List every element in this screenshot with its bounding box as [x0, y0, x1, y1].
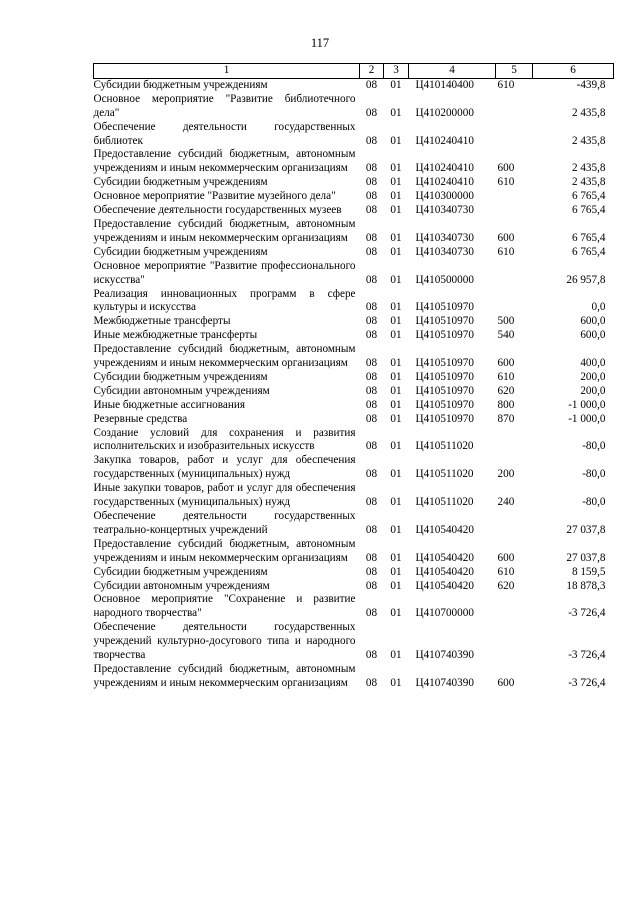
- row-section: 08: [365, 384, 378, 397]
- row-subsection: 01: [390, 190, 402, 203]
- row-target-code: Ц410540420: [415, 565, 474, 578]
- row-target-code: Ц410500000: [415, 273, 474, 286]
- row-subsection: 01: [390, 315, 402, 328]
- row-subsection: 01: [390, 301, 402, 314]
- row-amount: 2 435,8: [571, 106, 606, 119]
- row-expense-type: 620: [497, 579, 515, 592]
- row-subsection: 01: [390, 231, 402, 244]
- row-section: 08: [365, 579, 378, 592]
- row-expense-type: 200: [497, 468, 515, 481]
- row-amount: 26 957,8: [566, 273, 606, 286]
- row-amount: -80,0: [582, 496, 606, 509]
- table-row: [94, 148, 614, 176]
- row-name: Субсидии бюджетным учреждениям: [93, 565, 268, 578]
- row-amount: 400,0: [580, 357, 606, 370]
- table-row: [94, 482, 614, 510]
- table-row: [94, 663, 614, 691]
- row-amount: 6 765,4: [571, 204, 606, 217]
- row-target-code: Ц410240410: [415, 162, 474, 175]
- row-name: Резервные средства: [93, 412, 188, 425]
- row-name: Субсидии бюджетным учреждениям: [93, 370, 268, 383]
- row-target-code: Ц410510970: [415, 384, 474, 397]
- row-target-code: Ц410340730: [415, 231, 474, 244]
- row-target-code: Ц410740390: [415, 676, 474, 689]
- row-expense-type: 610: [497, 565, 515, 578]
- row-expense-type: [496, 510, 533, 538]
- row-target-code: Ц410540420: [415, 523, 474, 536]
- row-section: 08: [365, 231, 378, 244]
- row-name: Межбюджетные трансферты: [93, 315, 231, 328]
- row-target-code: Ц410510970: [415, 329, 474, 342]
- row-target-code: Ц410510970: [415, 315, 474, 328]
- row-subsection: 01: [390, 579, 402, 592]
- row-amount: -1 000,0: [568, 412, 606, 425]
- page-number: 117: [310, 36, 330, 50]
- row-subsection: 01: [390, 523, 402, 536]
- row-name: Создание условий для сохранения и развития исполнительских и изобразительных искусств: [93, 426, 356, 453]
- table-row: [94, 454, 614, 482]
- row-amount: -439,8: [576, 78, 606, 91]
- row-amount: 8 159,5: [571, 565, 606, 578]
- table-row: [94, 413, 614, 427]
- table-row: [94, 427, 614, 455]
- row-section: 08: [365, 676, 378, 689]
- table-row: [94, 593, 614, 621]
- row-expense-type: [496, 427, 533, 455]
- row-subsection: 01: [390, 78, 402, 91]
- row-target-code: Ц410511020: [415, 440, 474, 453]
- row-amount: -80,0: [582, 468, 606, 481]
- row-section: 08: [365, 551, 378, 564]
- table-row: [94, 315, 614, 329]
- row-name: Обеспечение деятельности государственных учреждений культурно-досугового типа и народного творчества: [93, 621, 356, 662]
- row-target-code: Ц410510970: [415, 412, 474, 425]
- row-section: 08: [365, 649, 378, 662]
- table-row: [94, 538, 614, 566]
- row-subsection: 01: [390, 384, 402, 397]
- row-expense-type: [496, 593, 533, 621]
- column-header-expense-type: 5: [496, 64, 533, 79]
- row-subsection: 01: [390, 398, 402, 411]
- row-target-code: Ц410340730: [415, 204, 474, 217]
- row-expense-type: 610: [497, 370, 515, 383]
- row-target-code: Ц410240410: [415, 134, 474, 147]
- row-target-code: Ц410511020: [415, 496, 474, 509]
- row-target-code: Ц410340730: [415, 245, 474, 258]
- table-row: [94, 190, 614, 204]
- row-section: 08: [365, 176, 378, 189]
- row-expense-type: [496, 190, 533, 204]
- row-expense-type: 600: [497, 357, 515, 370]
- row-subsection: 01: [390, 357, 402, 370]
- row-amount: -3 726,4: [568, 649, 606, 662]
- row-amount: 200,0: [580, 384, 606, 397]
- row-expense-type: [496, 621, 533, 663]
- table-body: [94, 78, 614, 690]
- row-subsection: 01: [390, 273, 402, 286]
- row-name: Обеспечение деятельности государственных библиотек: [93, 120, 356, 147]
- row-expense-type: [496, 121, 533, 149]
- row-amount: 600,0: [580, 315, 606, 328]
- row-name: Предоставление субсидий бюджетным, автономным учреждениям и иным некоммерческим организациям: [93, 148, 356, 175]
- row-amount: 6 765,4: [571, 245, 606, 258]
- row-subsection: 01: [390, 162, 402, 175]
- table-row: [94, 621, 614, 663]
- row-amount: 2 435,8: [571, 176, 606, 189]
- row-subsection: 01: [390, 176, 402, 189]
- row-expense-type: 600: [497, 551, 515, 564]
- row-section: 08: [365, 245, 378, 258]
- column-header-name: 1: [94, 64, 360, 79]
- row-name: Субсидии бюджетным учреждениям: [93, 78, 268, 91]
- row-amount: -80,0: [582, 440, 606, 453]
- row-expense-type: [496, 260, 533, 288]
- column-header-section: 2: [360, 64, 384, 79]
- row-section: 08: [365, 523, 378, 536]
- row-subsection: 01: [390, 245, 402, 258]
- table-row: [94, 204, 614, 218]
- row-amount: 6 765,4: [571, 231, 606, 244]
- row-subsection: 01: [390, 204, 402, 217]
- row-name: Предоставление субсидий бюджетным, автономным учреждениям и иным некоммерческим организациям: [93, 343, 356, 370]
- row-section: 08: [365, 162, 378, 175]
- column-header-target-code: 4: [409, 64, 496, 79]
- table-row: [94, 329, 614, 343]
- row-expense-type: 600: [497, 231, 515, 244]
- row-name: Субсидии автономным учреждениям: [93, 384, 270, 397]
- row-section: 08: [365, 496, 378, 509]
- row-name: Субсидии автономным учреждениям: [93, 579, 270, 592]
- column-header-subsection: 3: [384, 64, 409, 79]
- header-row: [94, 64, 614, 79]
- row-section: 08: [365, 398, 378, 411]
- row-name: Основное мероприятие "Развитие профессионального искусства": [93, 259, 356, 286]
- row-expense-type: 610: [497, 78, 515, 91]
- row-amount: -3 726,4: [568, 676, 606, 689]
- row-subsection: 01: [390, 468, 402, 481]
- row-amount: 27 037,8: [566, 523, 606, 536]
- row-target-code: Ц410510970: [415, 398, 474, 411]
- row-target-code: Ц410510970: [415, 357, 474, 370]
- row-expense-type: [496, 288, 533, 316]
- row-amount: 2 435,8: [571, 162, 606, 175]
- row-section: 08: [365, 78, 378, 91]
- row-expense-type: 600: [497, 162, 515, 175]
- row-subsection: 01: [390, 607, 402, 620]
- table-row: [94, 121, 614, 149]
- row-section: 08: [365, 273, 378, 286]
- row-expense-type: [496, 93, 533, 121]
- row-section: 08: [365, 134, 378, 147]
- row-name: Предоставление субсидий бюджетным, автономным учреждениям и иным некоммерческим организациям: [93, 537, 356, 564]
- row-amount: 2 435,8: [571, 134, 606, 147]
- row-name: Иные бюджетные ассигнования: [93, 398, 245, 411]
- row-subsection: 01: [390, 106, 402, 119]
- budget-table: [93, 63, 614, 691]
- row-amount: 6 765,4: [571, 190, 606, 203]
- row-target-code: Ц410240410: [415, 176, 474, 189]
- row-name: Субсидии бюджетным учреждениям: [93, 176, 268, 189]
- row-subsection: 01: [390, 134, 402, 147]
- table-row: [94, 580, 614, 594]
- row-expense-type: 600: [497, 676, 515, 689]
- row-name: Иные межбюджетные трансферты: [93, 329, 258, 342]
- row-amount: 0,0: [591, 301, 606, 314]
- row-name: Обеспечение деятельности государственных музеев: [93, 204, 342, 217]
- row-subsection: 01: [390, 565, 402, 578]
- row-name: Основное мероприятие "Сохранение и развитие народного творчества": [93, 593, 356, 620]
- row-amount: 27 037,8: [566, 551, 606, 564]
- row-name: Предоставление субсидий бюджетным, автономным учреждениям и иным некоммерческим организациям: [93, 662, 356, 689]
- row-expense-type: 610: [497, 245, 515, 258]
- row-expense-type: 800: [497, 398, 515, 411]
- column-header-amount: 6: [533, 64, 614, 79]
- table-row: [94, 385, 614, 399]
- table-row: [94, 260, 614, 288]
- row-section: 08: [365, 565, 378, 578]
- row-section: 08: [365, 204, 378, 217]
- row-expense-type: 620: [497, 384, 515, 397]
- row-section: 08: [365, 329, 378, 342]
- row-subsection: 01: [390, 496, 402, 509]
- row-name: Основное мероприятие "Развитие музейного дела": [93, 190, 336, 203]
- row-amount: -3 726,4: [568, 607, 606, 620]
- row-expense-type: 610: [497, 176, 515, 189]
- row-subsection: 01: [390, 412, 402, 425]
- row-expense-type: 240: [497, 496, 515, 509]
- row-name: Обеспечение деятельности государственных театрально-концертных учреждений: [93, 510, 356, 536]
- row-target-code: Ц410540420: [415, 579, 474, 592]
- row-name: Иные закупки товаров, работ и услуг для обеспечения государственных (муниципальных) нужд: [93, 482, 356, 509]
- row-expense-type: 870: [497, 412, 515, 425]
- row-subsection: 01: [390, 329, 402, 342]
- table-row: [94, 176, 614, 190]
- row-amount: 600,0: [580, 329, 606, 342]
- row-subsection: 01: [390, 370, 402, 383]
- table-row: [94, 343, 614, 371]
- row-expense-type: [496, 204, 533, 218]
- row-target-code: Ц410200000: [415, 106, 474, 119]
- row-target-code: Ц410740390: [415, 649, 474, 662]
- table-row: [94, 218, 614, 246]
- row-target-code: Ц410510970: [415, 301, 474, 314]
- table-row: [94, 399, 614, 413]
- row-section: 08: [365, 106, 378, 119]
- row-name: Предоставление субсидий бюджетным, автономным учреждениям и иным некоммерческим организациям: [93, 217, 356, 244]
- row-subsection: 01: [390, 649, 402, 662]
- row-expense-type: 500: [497, 315, 515, 328]
- row-target-code: Ц410511020: [415, 468, 474, 481]
- row-amount: -1 000,0: [568, 398, 606, 411]
- row-target-code: Ц410510970: [415, 370, 474, 383]
- table-row: [94, 566, 614, 580]
- row-section: 08: [365, 607, 378, 620]
- row-subsection: 01: [390, 551, 402, 564]
- table-row: [94, 246, 614, 260]
- table-row: [94, 288, 614, 316]
- row-amount: 18 878,3: [566, 579, 606, 592]
- row-subsection: 01: [390, 440, 402, 453]
- table-row: [94, 371, 614, 385]
- row-name: Основное мероприятие "Развитие библиотечного дела": [93, 92, 356, 119]
- row-name: Субсидии бюджетным учреждениям: [93, 245, 268, 258]
- row-section: 08: [365, 315, 378, 328]
- row-section: 08: [365, 468, 378, 481]
- row-section: 08: [365, 190, 378, 203]
- row-section: 08: [365, 301, 378, 314]
- table-row: [94, 78, 614, 92]
- row-target-code: Ц410300000: [415, 190, 474, 203]
- row-section: 08: [365, 370, 378, 383]
- table-header: [94, 64, 614, 79]
- row-target-code: Ц410700000: [415, 607, 474, 620]
- row-name: Закупка товаров, работ и услуг для обеспечения государственных (муниципальных) нужд: [93, 454, 356, 481]
- table-row: [94, 510, 614, 538]
- row-section: 08: [365, 440, 378, 453]
- row-expense-type: 540: [497, 329, 515, 342]
- table-row: [94, 93, 614, 121]
- row-subsection: 01: [390, 676, 402, 689]
- row-section: 08: [365, 357, 378, 370]
- row-target-code: Ц410540420: [415, 551, 474, 564]
- row-name: Реализация инновационных программ в сфере культуры и искусства: [93, 287, 356, 314]
- row-target-code: Ц410140400: [415, 78, 474, 91]
- row-amount: 200,0: [580, 370, 606, 383]
- row-section: 08: [365, 412, 378, 425]
